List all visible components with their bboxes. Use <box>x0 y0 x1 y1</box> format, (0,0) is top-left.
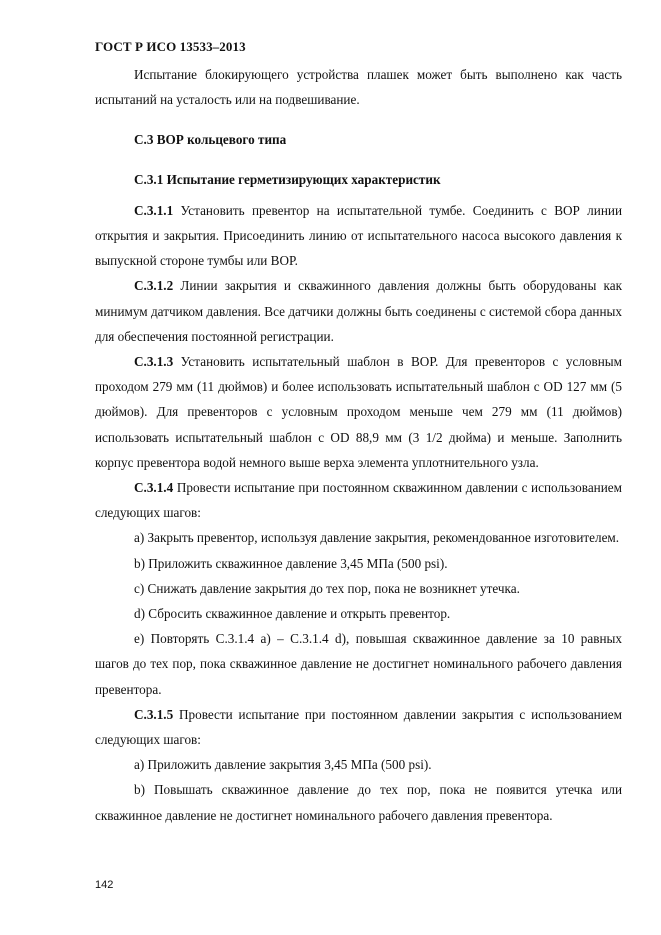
clause-paragraph <box>95 702 622 752</box>
clause-text: Провести испытание при постоянном скважинном давлении с использованием следующих шагов: <box>95 480 622 521</box>
step-paragraph: b) Повышать скважинное давление до тех пор, пока не появится утечка или скважинное давление не достигнет номинального рабочего давления превентора. <box>95 782 622 823</box>
subsection-heading: С.3.1 Испытание герметизирующих характеристик <box>134 171 441 187</box>
step-paragraph: е) Повторять С.3.1.4 а) – С.3.1.4 d), повышая скважинное давление за 10 равных шагов до тех пор, пока скважинное давление не достигнет номинального рабочего давления превентора. <box>95 631 622 697</box>
step-paragraph: а) Закрыть превентор, используя давление закрытия, рекомендованное изготовителем. <box>134 530 620 546</box>
clause-number: С.3.1.3 <box>134 354 174 370</box>
section-heading: С.3 ВОР кольцевого типа <box>134 132 287 148</box>
page-number: 142 <box>95 879 114 891</box>
intro-paragraph: Испытание блокирующего устройства плашек может быть выполнено как часть испытаний на усталость или на подвешивание. <box>95 67 622 108</box>
clause-text: Линии закрытия и скважинного давления должны быть оборудованы как минимум датчиком давления. Все датчики должны быть соединены с системой сбора данных для обеспечения постоянной регистрации. <box>95 278 622 344</box>
clause-text: Установить испытательный шаблон в ВОР. Для превенторов с условным проходом 279 мм (11 дюймов) и более использовать испытательный шаблон с OD 127 мм (5 дюймов). Для превенторов с условным проходом меньше чем 279 мм (11 дюймов) использовать испытательный шаблон с OD 88,9 мм (3 1/2 дюйма) и меньше. Заполнить корпус превентора водой немного выше верха элемента уплотнительного узла. <box>95 354 622 470</box>
document-header: ГОСТ Р ИСО 13533–2013 <box>95 39 246 54</box>
step-paragraph: b) Приложить скважинное давление 3,45 МПа (500 psi). <box>134 555 448 571</box>
clause-number: С.3.1.2 <box>134 278 174 294</box>
step-paragraph: d) Сбросить скважинное давление и открыть превентор. <box>134 606 451 622</box>
step-paragraph: с) Снижать давление закрытия до тех пор, пока не возникнет утечка. <box>134 580 520 596</box>
clause-text: Провести испытание при постоянном давлении закрытия с использованием следующих шагов: <box>95 706 622 748</box>
clause-paragraph <box>95 349 622 475</box>
clause-paragraph <box>95 475 622 525</box>
clause-text: Установить превентор на испытательной тумбе. Соединить с ВОР линии открытия и закрытия. Присоединить линию от испытательного насоса высокого давления к выпускной стороне тумбы или ВОР. <box>95 202 622 269</box>
clause-paragraph <box>95 273 622 349</box>
clause-paragraph <box>95 198 622 274</box>
step-paragraph: а) Приложить давление закрытия 3,45 МПа (500 psi). <box>134 757 432 773</box>
clause-number: С.3.1.1 <box>134 202 174 218</box>
clause-number: С.3.1.4 <box>134 480 174 496</box>
document-body <box>95 62 622 828</box>
clause-number: С.3.1.5 <box>134 706 174 722</box>
